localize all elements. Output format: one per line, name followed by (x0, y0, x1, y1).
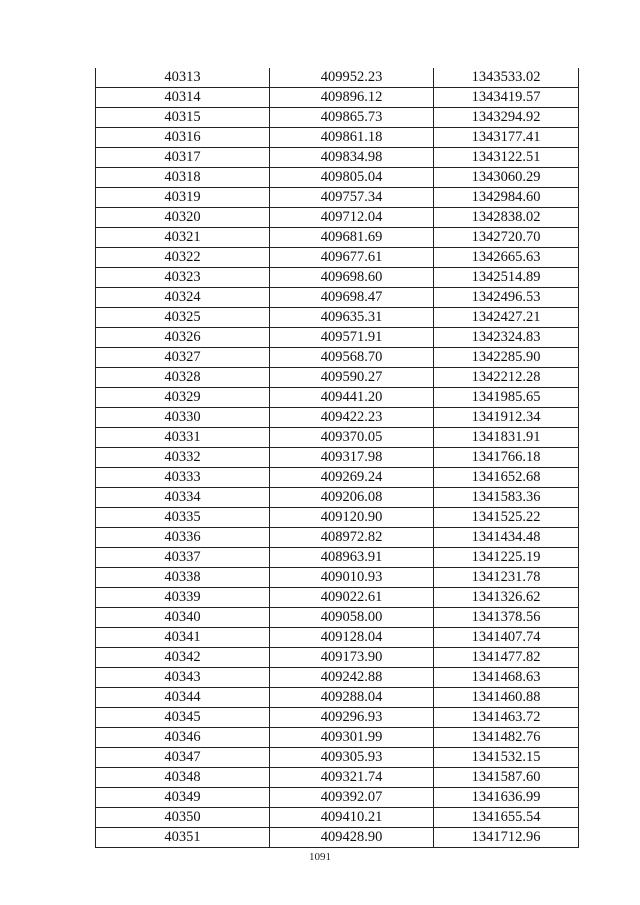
y-coordinate-cell: 1342514.89 (434, 268, 579, 288)
table-row (96, 88, 579, 108)
x-coordinate-cell: 409677.61 (270, 248, 434, 268)
table-row (96, 168, 579, 188)
y-coordinate-cell: 1341525.22 (434, 508, 579, 528)
x-coordinate-cell: 409242.88 (270, 668, 434, 688)
table-row (96, 808, 579, 828)
x-coordinate-cell: 409441.20 (270, 388, 434, 408)
y-coordinate-cell: 1341477.82 (434, 648, 579, 668)
x-coordinate-cell: 409952.23 (270, 68, 434, 88)
table-row (96, 788, 579, 808)
y-coordinate-cell: 1341831.91 (434, 428, 579, 448)
y-coordinate-cell: 1341583.36 (434, 488, 579, 508)
y-coordinate-cell: 1343122.51 (434, 148, 579, 168)
y-coordinate-cell: 1342427.21 (434, 308, 579, 328)
table-row (96, 368, 579, 388)
point-id-cell: 40337 (96, 548, 270, 568)
x-coordinate-cell: 409698.47 (270, 288, 434, 308)
point-id-cell: 40349 (96, 788, 270, 808)
point-id-cell: 40344 (96, 688, 270, 708)
point-id-cell: 40346 (96, 728, 270, 748)
x-coordinate-cell: 409269.24 (270, 468, 434, 488)
y-coordinate-cell: 1341231.78 (434, 568, 579, 588)
table-row (96, 288, 579, 308)
table-row (96, 468, 579, 488)
point-id-cell: 40313 (96, 68, 270, 88)
y-coordinate-cell: 1343533.02 (434, 68, 579, 88)
y-coordinate-cell: 1342838.02 (434, 208, 579, 228)
y-coordinate-cell: 1341532.15 (434, 748, 579, 768)
point-id-cell: 40332 (96, 448, 270, 468)
point-id-cell: 40351 (96, 828, 270, 848)
y-coordinate-cell: 1341712.96 (434, 828, 579, 848)
point-id-cell: 40328 (96, 368, 270, 388)
y-coordinate-cell: 1341460.88 (434, 688, 579, 708)
x-coordinate-cell: 409120.90 (270, 508, 434, 528)
table-row (96, 628, 579, 648)
x-coordinate-cell: 409568.70 (270, 348, 434, 368)
table-row (96, 828, 579, 848)
x-coordinate-cell: 409635.31 (270, 308, 434, 328)
point-id-cell: 40315 (96, 108, 270, 128)
table-row (96, 568, 579, 588)
table-row (96, 208, 579, 228)
y-coordinate-cell: 1341225.19 (434, 548, 579, 568)
y-coordinate-cell: 1341652.68 (434, 468, 579, 488)
y-coordinate-cell: 1341482.76 (434, 728, 579, 748)
table-row (96, 528, 579, 548)
y-coordinate-cell: 1341985.65 (434, 388, 579, 408)
point-id-cell: 40343 (96, 668, 270, 688)
point-id-cell: 40329 (96, 388, 270, 408)
point-id-cell: 40314 (96, 88, 270, 108)
y-coordinate-cell: 1341587.60 (434, 768, 579, 788)
table-row (96, 488, 579, 508)
y-coordinate-cell: 1342212.28 (434, 368, 579, 388)
y-coordinate-cell: 1341378.56 (434, 608, 579, 628)
table-row (96, 188, 579, 208)
point-id-cell: 40336 (96, 528, 270, 548)
table-row (96, 348, 579, 368)
table-row (96, 448, 579, 468)
table-row (96, 228, 579, 248)
point-id-cell: 40347 (96, 748, 270, 768)
y-coordinate-cell: 1342720.70 (434, 228, 579, 248)
x-coordinate-cell: 409590.27 (270, 368, 434, 388)
table-row (96, 328, 579, 348)
point-id-cell: 40320 (96, 208, 270, 228)
y-coordinate-cell: 1341407.74 (434, 628, 579, 648)
point-id-cell: 40317 (96, 148, 270, 168)
x-coordinate-cell: 408963.91 (270, 548, 434, 568)
x-coordinate-cell: 409571.91 (270, 328, 434, 348)
point-id-cell: 40321 (96, 228, 270, 248)
point-id-cell: 40333 (96, 468, 270, 488)
point-id-cell: 40318 (96, 168, 270, 188)
x-coordinate-cell: 409428.90 (270, 828, 434, 848)
x-coordinate-cell: 409410.21 (270, 808, 434, 828)
x-coordinate-cell: 409173.90 (270, 648, 434, 668)
table-row (96, 108, 579, 128)
x-coordinate-cell: 409392.07 (270, 788, 434, 808)
table-row (96, 668, 579, 688)
x-coordinate-cell: 409805.04 (270, 168, 434, 188)
point-id-cell: 40331 (96, 428, 270, 448)
y-coordinate-cell: 1343294.92 (434, 108, 579, 128)
point-id-cell: 40335 (96, 508, 270, 528)
point-id-cell: 40341 (96, 628, 270, 648)
y-coordinate-cell: 1342285.90 (434, 348, 579, 368)
y-coordinate-cell: 1342324.83 (434, 328, 579, 348)
table-row (96, 148, 579, 168)
point-id-cell: 40316 (96, 128, 270, 148)
x-coordinate-cell: 409296.93 (270, 708, 434, 728)
x-coordinate-cell: 409757.34 (270, 188, 434, 208)
point-id-cell: 40350 (96, 808, 270, 828)
point-id-cell: 40327 (96, 348, 270, 368)
point-id-cell: 40339 (96, 588, 270, 608)
x-coordinate-cell: 409681.69 (270, 228, 434, 248)
y-coordinate-cell: 1341912.34 (434, 408, 579, 428)
y-coordinate-cell: 1341636.99 (434, 788, 579, 808)
x-coordinate-cell: 409010.93 (270, 568, 434, 588)
y-coordinate-cell: 1343177.41 (434, 128, 579, 148)
table-row (96, 708, 579, 728)
table-row (96, 248, 579, 268)
table-row (96, 688, 579, 708)
table-row (96, 388, 579, 408)
table-row (96, 748, 579, 768)
y-coordinate-cell: 1342665.63 (434, 248, 579, 268)
table-row (96, 588, 579, 608)
y-coordinate-cell: 1341655.54 (434, 808, 579, 828)
table-row (96, 68, 579, 88)
table-row (96, 128, 579, 148)
x-coordinate-cell: 409206.08 (270, 488, 434, 508)
x-coordinate-cell: 409370.05 (270, 428, 434, 448)
table-row (96, 608, 579, 628)
point-id-cell: 40325 (96, 308, 270, 328)
x-coordinate-cell: 409422.23 (270, 408, 434, 428)
y-coordinate-cell: 1341766.18 (434, 448, 579, 468)
x-coordinate-cell: 409317.98 (270, 448, 434, 468)
table-row (96, 408, 579, 428)
x-coordinate-cell: 409698.60 (270, 268, 434, 288)
x-coordinate-cell: 409288.04 (270, 688, 434, 708)
point-id-cell: 40334 (96, 488, 270, 508)
y-coordinate-cell: 1341463.72 (434, 708, 579, 728)
point-id-cell: 40342 (96, 648, 270, 668)
table-row (96, 508, 579, 528)
y-coordinate-cell: 1341326.62 (434, 588, 579, 608)
y-coordinate-cell: 1343060.29 (434, 168, 579, 188)
y-coordinate-cell: 1341468.63 (434, 668, 579, 688)
table-row (96, 428, 579, 448)
y-coordinate-cell: 1343419.57 (434, 88, 579, 108)
table-row (96, 548, 579, 568)
point-id-cell: 40345 (96, 708, 270, 728)
x-coordinate-cell: 409128.04 (270, 628, 434, 648)
point-id-cell: 40348 (96, 768, 270, 788)
page-number: 1091 (309, 851, 331, 863)
y-coordinate-cell: 1342984.60 (434, 188, 579, 208)
x-coordinate-cell: 409321.74 (270, 768, 434, 788)
x-coordinate-cell: 409305.93 (270, 748, 434, 768)
x-coordinate-cell: 409301.99 (270, 728, 434, 748)
y-coordinate-cell: 1342496.53 (434, 288, 579, 308)
table-row (96, 308, 579, 328)
x-coordinate-cell: 409834.98 (270, 148, 434, 168)
coordinate-table (95, 68, 579, 848)
x-coordinate-cell: 408972.82 (270, 528, 434, 548)
point-id-cell: 40324 (96, 288, 270, 308)
x-coordinate-cell: 409896.12 (270, 88, 434, 108)
point-id-cell: 40330 (96, 408, 270, 428)
x-coordinate-cell: 409865.73 (270, 108, 434, 128)
x-coordinate-cell: 409861.18 (270, 128, 434, 148)
table-row (96, 268, 579, 288)
table-row (96, 768, 579, 788)
point-id-cell: 40338 (96, 568, 270, 588)
x-coordinate-cell: 409712.04 (270, 208, 434, 228)
point-id-cell: 40340 (96, 608, 270, 628)
point-id-cell: 40322 (96, 248, 270, 268)
point-id-cell: 40323 (96, 268, 270, 288)
y-coordinate-cell: 1341434.48 (434, 528, 579, 548)
x-coordinate-cell: 409058.00 (270, 608, 434, 628)
point-id-cell: 40319 (96, 188, 270, 208)
coordinate-table-body (96, 68, 579, 848)
table-row (96, 648, 579, 668)
x-coordinate-cell: 409022.61 (270, 588, 434, 608)
point-id-cell: 40326 (96, 328, 270, 348)
table-row (96, 728, 579, 748)
